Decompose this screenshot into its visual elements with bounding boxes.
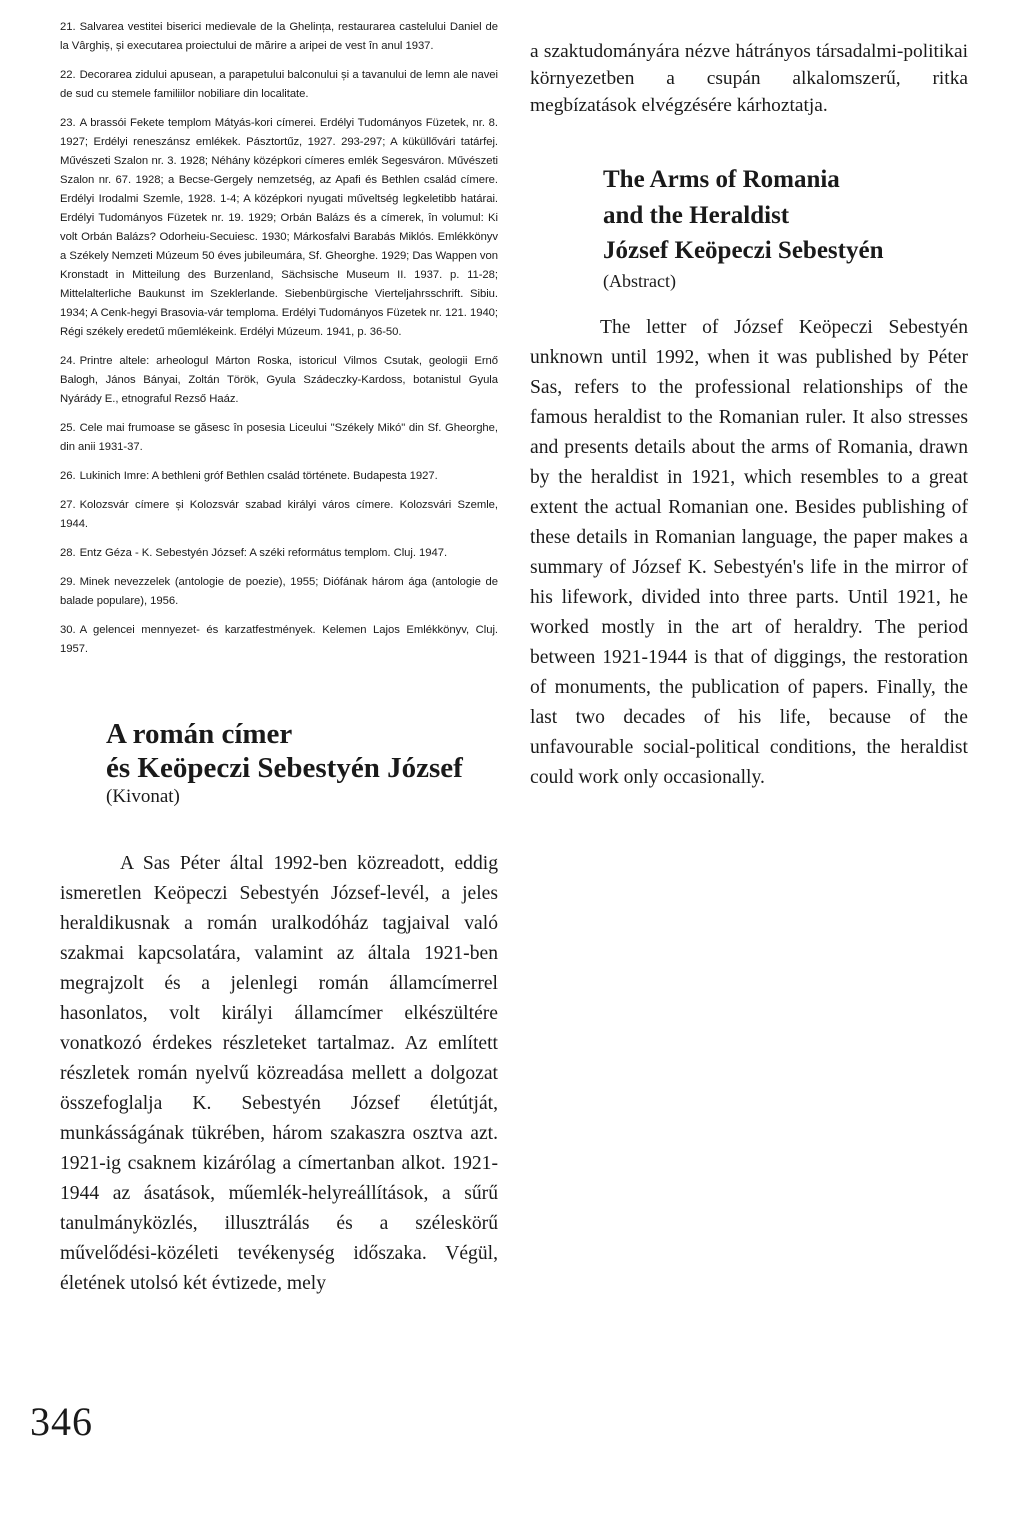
- endnote: [60, 114, 498, 342]
- english-abstract: [530, 162, 968, 793]
- endnote-text: A gelencei mennyezet- és karzatfestmények. Kelemen Lajos Emlékkönyv, Cluj. 1957.: [60, 624, 498, 655]
- endnote-text: Kolozsvár címere și Kolozsvár szabad királyi város címere. Kolozsvári Szemle, 1944.: [60, 499, 498, 530]
- hungarian-abstract-continuation: a szaktudományára nézve hátrányos társadalmi-politikai környezetben a csupán alkalomszerű, ritka megbízatások elvégzésére kárhoztatja.: [530, 41, 968, 116]
- endnote: [60, 18, 498, 56]
- endnote: [60, 496, 498, 534]
- page-number: 346: [30, 1399, 93, 1444]
- left-column: [60, 18, 498, 1299]
- endnote-text: Lukinich Imre: A bethleni gróf Bethlen család története. Budapesta 1927.: [79, 470, 438, 482]
- endnote-number: 21.: [60, 21, 76, 33]
- title-line: és Keöpeczi Sebestyén József: [106, 752, 463, 784]
- endnote-text: Entz Géza - K. Sebestyén József: A széki református templom. Cluj. 1947.: [79, 547, 448, 559]
- endnote: [60, 66, 498, 104]
- endnote-number: 28.: [60, 547, 76, 559]
- endnote-text: Decorarea zidului apusean, a parapetului balconului și a tavanului de lemn ale navei de sud cu stemele familiilor nobiliare din localitate.: [60, 69, 498, 100]
- endnote: [60, 621, 498, 659]
- endnote-text: Salvarea vestitei biserici medievale de la Ghelința, restaurarea castelului Daniel de la Vârghiș, și executarea proiectului de mărire a aripei de vest în anul 1937.: [60, 21, 498, 52]
- endnote: [60, 352, 498, 409]
- title-line: József Keöpeczi Sebestyén: [603, 237, 884, 264]
- english-abstract-title: [603, 162, 968, 269]
- endnote-number: 22.: [60, 69, 76, 81]
- endnote-number: 30.: [60, 624, 76, 636]
- endnote: [60, 544, 498, 563]
- endnote: [60, 573, 498, 611]
- english-abstract-body: The letter of József Keöpeczi Sebestyén unknown until 1992, when it was published by Péter Sas, refers to the professional relationships of the famous heraldist to the Romanian ruler. It also stresses and presents details about the arms of Romania, drawn by the heraldist in 1921, which resembles to a great extent the actual Romanian one. Besides publishing of these details in Romanian language, the paper makes a summary of József K. Sebestyén's life in the mirror of his lifework, divided into three parts. Until 1921, he worked mostly in the art of heraldry. The period between 1921-1944 is that of diggings, the restoration of monuments, the publication of papers. Finally, the last two decades of his life, because of the unfavourable social-political conditions, the heraldist could work only occasionally.: [530, 316, 968, 788]
- endnote-text: Minek nevezzelek (antologie de poezie), 1955; Diófának három ága (antologie de balade populare), 1956.: [60, 576, 498, 607]
- title-line: and the Heraldist: [603, 201, 790, 229]
- title-line: The Arms of Romania: [603, 166, 840, 193]
- endnote-text: Cele mai frumoase se găsesc în posesia Liceului "Székely Mikó" din Sf. Gheorghe, din anii 1931-37.: [60, 422, 498, 453]
- hungarian-abstract-subtitle: (Kivonat): [106, 786, 180, 807]
- endnote-number: 24.: [60, 355, 76, 367]
- endnotes-list: [60, 18, 498, 659]
- title-line: A román címer: [106, 718, 293, 750]
- endnote-text: Printre altele: arheologul Márton Roska, istoricul Vilmos Csutak, geologii Ernő Balogh, János Bányai, Zoltán Török, Gyula Szádeczky-Kardoss, botanistul Gyula Nyárády E., etnograful Rezső Haáz.: [60, 355, 498, 405]
- hungarian-abstract-body: A Sas Péter által 1992-ben közreadott, eddig ismeretlen Keöpeczi Sebestyén József-levél, a jeles heraldikusnak a román uralkodóház tagjaival való szakmai kapcsolatára, valamint az általa 1921-ben megrajzolt és a jelenlegi román államcímerrel hasonlatos, volt királyi államcímer elkészültére vonatkozó érdekes részleteket tartalmaz. Az említett részletek román nyelvű közreadása mellett a dolgozat összefoglalja K. Sebestyén József életútját, munkásságának tükrében, három szakaszra osztva azt. 1921-ig csaknem kizárólag a címertanban alkot. 1921-1944 az ásatások, műemlék-helyreállítások, a sűrű tanulmányközlés, illusztrálás és a széleskörű művelődési-közéleti tevékenység időszaka. Végül, életének utolsó két évtizede, mely: [60, 853, 498, 1294]
- hungarian-abstract: [60, 717, 498, 1299]
- endnote-number: 27.: [60, 499, 76, 511]
- endnote: [60, 419, 498, 457]
- hungarian-abstract-title: [106, 717, 498, 785]
- endnote: [60, 467, 498, 486]
- endnote-number: 25.: [60, 422, 76, 434]
- endnote-number: 29.: [60, 576, 76, 588]
- endnote-number: 23.: [60, 117, 76, 129]
- endnote-text: A brassói Fekete templom Mátyás-kori címerei. Erdélyi Tudományos Füzetek, nr. 8. 1927; Erdélyi reneszánsz emlékek. Pásztortűz, 1927. 293-297; A küküllővári tatárfej. Művészeti Szalon nr. 3. 1928; Néhány középkori címeres emlék Segesváron. Művészeti Szalon nr. 67. 1928; a Becse-Gergely nemzetség, az Apafi és Bethlen család címere. Erdélyi Irodalmi Szemle, 1928. 1-4; A középkori nyugati műveltség legkeletibb határai. Erdélyi Tudományos Füzetek nr. 19. 1929; Orbán Balázs és a címerek, în volumul: Ki volt Orbán Balázs? Odorheiu-Secuiesc. 1930; Márkosfalvi Barabás Miklós. Emlékkönyv a Székely Nemzeti Múzeum 50 éves jubileumára, Sf. Gheorghe. 1929; Das Wappen von Kronstadt in Mitteilung des Burzenland, Sächsische Museum II. 1937. p. 11-28; Mittelalterliche Baukunst im Szeklerlande. Siebenbürgische Vierteljahrsschrift. Sibiu. 1934; A Cenk-hegyi Brasovia-vár temploma. Erdélyi Tudományos Füzetek nr. 121. 1940; Régi székely eredetű műemlékeink. Erdélyi Múzeum. 1941, p. 36-50.: [60, 117, 498, 338]
- right-column: [530, 38, 968, 793]
- english-abstract-subtitle: (Abstract): [603, 270, 676, 291]
- endnote-number: 26.: [60, 470, 76, 482]
